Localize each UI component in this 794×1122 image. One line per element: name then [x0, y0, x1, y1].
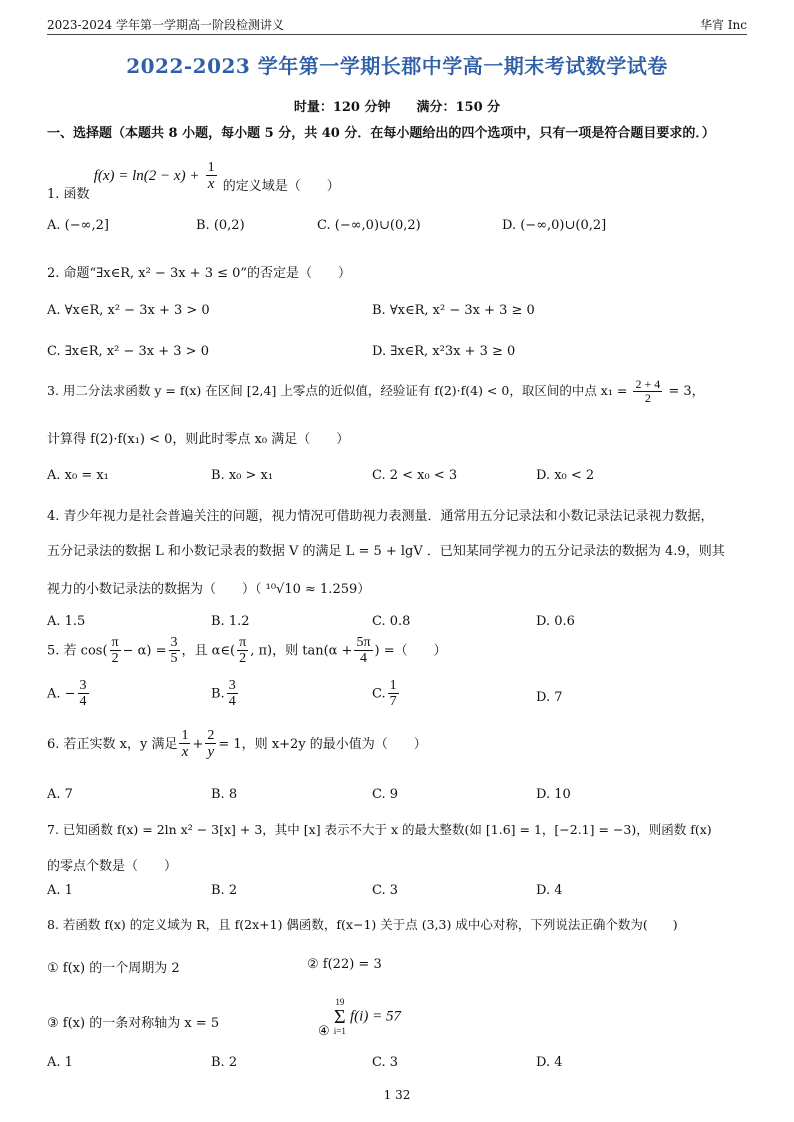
q1-option-b[interactable]: B. (0,2) — [196, 218, 245, 233]
q6-option-a[interactable]: A. 7 — [47, 787, 73, 802]
q6-frac-2: $\frac{2}{y}$ — [207, 728, 215, 761]
q3-stem-line1 — [47, 378, 705, 405]
q5-text-d: , π)，则 tan(α + — [250, 643, 353, 659]
exam-title: 2022-2023 学年第一学期长郡中学高一期末考试数学试卷 — [126, 54, 668, 78]
q5-frac-2: $\frac{3}{5}$ — [170, 635, 178, 667]
q2-option-c[interactable]: C. ∃x∈R, x² − 3x + 3 > 0 — [47, 344, 209, 359]
q8-statement-1: ① f(x) 的一个周期为 2 — [47, 961, 180, 976]
q2-stem: 2. 命题“∃x∈R, x² − 3x + 3 ≤ 0”的否定是（ ） — [47, 266, 352, 281]
q8-option-c[interactable]: C. 3 — [372, 1055, 399, 1070]
q7-stem-line1: 7. 已知函数 f(x) = 2ln x² − 3[x] + 3，其中 [x] 表示不大于 x 的最大整数(如 [1.6] = 1，[−2.1] = −3)，则函数 f(x) — [47, 822, 712, 837]
header-right: 华宵 Inc — [699, 18, 747, 32]
q8-option-d[interactable]: D. 4 — [536, 1055, 563, 1070]
q6-text-a: 6. 若正实数 x，y 满足 — [47, 736, 178, 752]
header-left: 2023-2024 学年第一学期高一阶段检测讲义 — [47, 18, 284, 32]
q4-stem-line3: 视力的小数记录法的数据为（ ）（ ¹⁰√10 ≈ 1.259） — [47, 582, 371, 597]
q4-option-a[interactable]: A. 1.5 — [47, 614, 86, 629]
q4-option-c[interactable]: C. 0.8 — [372, 614, 411, 629]
q5-text-c: ，且 α∈( — [181, 643, 236, 659]
q7-stem-line2: 的零点个数是（ ） — [47, 859, 178, 874]
page-number: 1 32 — [383, 1088, 411, 1102]
q5-option-a[interactable]: A. − $\frac{3}{4}$ — [47, 678, 87, 710]
q4-option-b[interactable]: B. 1.2 — [211, 614, 250, 629]
q6-stem — [47, 728, 427, 761]
q1-fraction: $\frac{1}{x}$ — [207, 160, 215, 193]
q6-option-d[interactable]: D. 10 — [536, 787, 571, 802]
q8-option-a[interactable]: A. 1 — [47, 1055, 73, 1070]
q7-option-a[interactable]: A. 1 — [47, 883, 73, 898]
time-score-line: 时量：120 分钟 满分：150 分 — [293, 100, 501, 115]
q3-stem-line2: 计算得 f(2)·f(x₁) < 0，则此时零点 x₀ 满足（ ） — [47, 432, 350, 447]
q6-text-b: = 1，则 x+2y 的最小值为（ ） — [218, 736, 427, 752]
q5-option-d[interactable]: D. 7 — [536, 690, 563, 705]
q6-plus: + — [192, 736, 204, 752]
q6-option-b[interactable]: B. 8 — [211, 787, 238, 802]
q1-suffix: 的定义域是（ ） — [222, 178, 340, 194]
q5-text-e: ) =（ ） — [374, 643, 447, 659]
q5-text-b: − α) = — [122, 643, 167, 659]
q1-option-a[interactable]: A. (−∞,2] — [47, 218, 109, 233]
q7-option-b[interactable]: B. 2 — [211, 883, 238, 898]
q5-frac-1: $\frac{\pi}{2}$ — [111, 635, 119, 667]
q4-stem-line2: 五分记录法的数据 L 和小数记录表的数据 V 的满足 L = 5 + lgV ．已知某同学视力的五分记录法的数据为 4.9，则其 — [47, 544, 725, 559]
q5-option-b[interactable]: B. $\frac{3}{4}$ — [211, 678, 236, 710]
q1-expr: f(x) = ln(2 − x) + — [93, 167, 200, 184]
page-header — [47, 14, 747, 35]
q4-option-d[interactable]: D. 0.6 — [536, 614, 575, 629]
q3-option-b[interactable]: B. x₀ > x₁ — [211, 468, 274, 483]
q2-option-d[interactable]: D. ∃x∈R, x²3x + 3 ≥ 0 — [372, 344, 516, 359]
q8-statement-2: ② f(22) = 3 — [307, 957, 382, 972]
q3-fraction: $\frac{2 + 4}{2}$ — [635, 377, 661, 406]
q5-frac-3: $\frac{\pi}{2}$ — [239, 635, 247, 667]
section-heading: 一、选择题（本题共 8 小题，每小题 5 分，共 40 分．在每小题给出的四个选项中，只有一项是符合题目要求的．） — [47, 126, 715, 141]
q1-stem — [47, 160, 340, 202]
q1-prefix: 1. 函数 — [47, 186, 90, 202]
q5-stem — [47, 635, 447, 667]
q4-stem-line1: 4. 青少年视力是社会普遍关注的问题，视力情况可借助视力表测量．通常用五分记录法和小数记录法记录视力数据， — [47, 509, 714, 524]
q2-option-a[interactable]: A. ∀x∈R, x² − 3x + 3 > 0 — [47, 303, 210, 318]
q8-stem: 8. 若函数 f(x) 的定义域为 R，且 f(2x+1) 偶函数，f(x−1) 关于点 (3,3) 成中心对称，下列说法正确个数为( ) — [47, 917, 678, 932]
q8-option-b[interactable]: B. 2 — [211, 1055, 238, 1070]
q3-line1a: 3. 用二分法求函数 y = f(x) 在区间 [2,4] 上零点的近似值，经验证有 f(2)·f(4) < 0，取区间的中点 x₁ = — [47, 383, 628, 399]
q8-statement-4: ④ 19 Σ i=1 f(i) = 57 — [318, 997, 401, 1039]
q3-line1b: = 3， — [668, 384, 705, 400]
q7-option-d[interactable]: D. 4 — [536, 883, 563, 898]
q5-text-a: 5. 若 cos( — [47, 643, 108, 659]
q3-option-c[interactable]: C. 2 < x₀ < 3 — [372, 468, 458, 483]
q3-option-d[interactable]: D. x₀ < 2 — [536, 468, 595, 483]
q8-statement-3: ③ f(x) 的一条对称轴为 x = 5 — [47, 1016, 220, 1031]
q2-option-b[interactable]: B. ∀x∈R, x² − 3x + 3 ≥ 0 — [372, 303, 535, 318]
q5-option-c[interactable]: C. $\frac{1}{7}$ — [372, 678, 397, 710]
q6-frac-1: $\frac{1}{x}$ — [181, 728, 189, 761]
q7-option-c[interactable]: C. 3 — [372, 883, 399, 898]
q1-option-c[interactable]: C. (−∞,0)∪(0,2) — [317, 218, 421, 233]
q3-option-a[interactable]: A. x₀ = x₁ — [47, 468, 109, 483]
q5-frac-4: $\frac{5\pi}{4}$ — [356, 635, 371, 667]
q6-option-c[interactable]: C. 9 — [372, 787, 399, 802]
q1-option-d[interactable]: D. (−∞,0)∪(0,2] — [502, 218, 607, 233]
